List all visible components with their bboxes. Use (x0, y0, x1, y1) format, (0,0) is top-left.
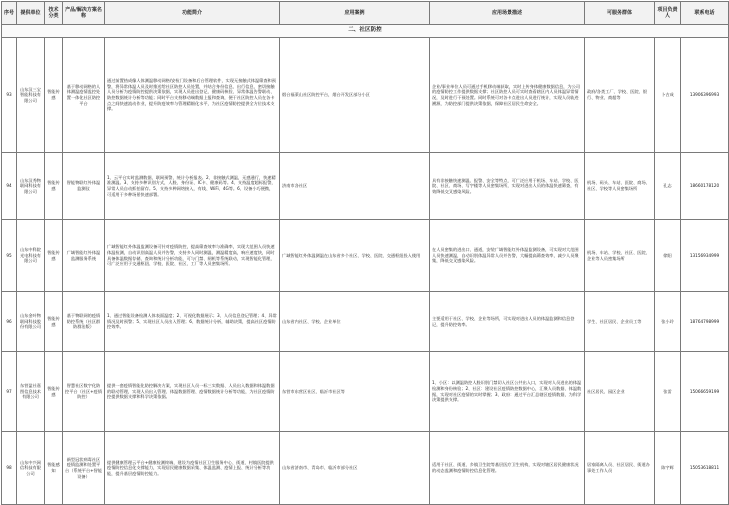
cell-tech: 智能传感 (45, 220, 63, 292)
table-row (2, 352, 729, 432)
cell-function: 1、通过智能设备检测人体表面温度；2、可视化数据展示；3、人员信息登记管理；4、异常情况及时预警；5、实现社区人员出入管理；6、数据统计分析，辅助决策，提高社区疫情防控效率。 (105, 292, 280, 352)
cell-phone: 18764798999 (681, 292, 729, 352)
cell-scenario: 企业/事业单位人员可通过手机移动端获取，实时上传身体健康数据信息，为公司的疫情防控工作提供数据支撑；社区防控人员可实时查看辖区内人员体温异常情况，及时进行干预处置。同时系统可对各卡点进出人员进行统计，实现人员轨迹溯源，为防控部门提供决策依据，保障社区居民生命安全。 (430, 38, 585, 153)
products-table (1, 1, 729, 505)
cell-owner: 张小玲 (655, 292, 681, 352)
cell-provider: 山东汉三宝智能科技有限公司 (17, 38, 45, 153)
table-row (2, 153, 729, 220)
header-tech: 技术分类 (45, 2, 63, 25)
header-seq: 序号 (2, 2, 17, 25)
cell-seq: 94 (2, 153, 17, 220)
cell-case: 山东省济南市、青岛市、临沂市部分社区 (280, 432, 430, 505)
cell-provider: 东营盈社嘉图信息技术有限公司 (17, 352, 45, 432)
cell-product: 基于物联网的疫情防控系统（社区群防群治版） (63, 292, 105, 352)
cell-scenario: 具有非接触快速测温、报警、安全等特点，可广泛应用于机场、车站、学校、医院、社区、商场、写字楼等人员密集场所，实现对进出人员的体温快速筛查，有效降低交叉感染风险。 (430, 153, 585, 220)
cell-case: 济南市各社区 (280, 153, 430, 220)
header-row (2, 2, 729, 25)
cell-product: 新型冠状病毒社区疫情监测和处置平台（系统平台+智能设备） (63, 432, 105, 505)
cell-case: 山东省内社区、学校、企业单位 (280, 292, 430, 352)
cell-scenario: 适用于社区、街道、乡镇卫生院等基层医疗卫生机构，实现对辖区居民健康状况的动态监测和疫情防控信息化管理。 (430, 432, 585, 505)
cell-tech: 智能传感 (45, 292, 63, 352)
cell-product: 智慧社区数字化防控平台（社区+疫情防控） (63, 352, 105, 432)
cell-seq: 93 (2, 38, 17, 153)
cell-owner: 卜吉成 (655, 38, 681, 153)
cell-function: 1、云平台实时监测数据，联网预警，统计分析报表。2、非接触式测温，无感通行，快速精准测温。3、支持多种识别方式，人脸、身份证、IC卡、健康码等。4、支持温度超标报警，异常人员自动抓拍留存。5、支持多种网络接入，有线、WiFi、4G等。6、设备小巧便携，可适用于多种场景快速部署。 (105, 153, 280, 220)
header-owner: 项目负责人 (655, 2, 681, 25)
cell-function: 通过前置热成像人体测温移动网格/安检门设备和后台管理软件，实现无接触式体温筛查和预警，将异常体温人员及时推送给社区防控人员处置，并结合身份信息、出行信息、密切接触人员分析为疫情防控提供决策依据，实现人员进出登记、健康码核验、异常体温告警联动、防控数据统计分析等功能；同时平台支持移动端数据上报和查询，便于社区防控人员在各卡点之间快速流动作业，提升防疫效率与管理精细化水平，为社区疫情防控提供全方位技术支撑。 (105, 38, 280, 153)
cell-phone: 13906396993 (681, 38, 729, 153)
cell-seq: 96 (2, 292, 17, 352)
cell-tech: 智能传感 (45, 38, 63, 153)
header-provider: 提供单位 (17, 2, 45, 25)
cell-group: 学生、社区居民、企业员工等 (585, 292, 655, 352)
cell-group: 社区居民、园区企业 (585, 352, 655, 432)
cell-seq: 95 (2, 220, 17, 292)
cell-product: 广域智能红外体温监测服务系统 (63, 220, 105, 292)
table-row (2, 38, 729, 153)
table-row (2, 220, 729, 292)
cell-phone: 18660178120 (681, 153, 729, 220)
cell-owner: 张雷 (655, 352, 681, 432)
cell-tech: 智能感知 (45, 432, 63, 505)
cell-scenario: 主要适用于社区、学校、企业等场所，可实现对进出人员的体温监测和信息登记，提升防控效率。 (430, 292, 585, 352)
cell-case: 广域智能红外体温测温在山东省多个社区、学校、医院、交通枢纽投入使用 (280, 220, 430, 292)
cell-product: 基于移动网格的人体测温疫情监控处置一体化社区防控平台 (63, 38, 105, 153)
cell-seq: 97 (2, 352, 17, 432)
cell-phone: 13156934999 (681, 220, 729, 292)
cell-phone: 15066659199 (681, 352, 729, 432)
cell-group: 居家隔离人员、社区居民、街道办事处工作人员 (585, 432, 655, 505)
cell-tech: 智能传感 (45, 352, 63, 432)
cell-provider: 山东中科院光电科技有限公司 (17, 220, 45, 292)
cell-owner: 徐阳 (655, 220, 681, 292)
cell-seq: 98 (2, 432, 17, 505)
cell-phone: 15053618811 (681, 432, 729, 505)
cell-provider: 山东中兴网信科技有限公司 (17, 432, 45, 505)
header-product: 产品/解决方案名称 (63, 2, 105, 25)
cell-function: 提供一套疫情智能化防控解决方案，实现社区人员一标三实数据、人员出入数据和体温数据的联动管理，实现人员出入管理、体温数据管理、疫情数据统计分析等功能，为社区疫情防控提供数据支撑和科学决策依据。 (105, 352, 280, 432)
cell-group: 机场、码头、车站、医院、商场、社区、学校等人员密集场所 (585, 153, 655, 220)
cell-function: 提供健康管理云平台+健康检测终端，建设为疫情社区卫生服务中心、街道、村镇医院提供疫情防控信息化支撑能力，实现居民健康数据采集、体温监测、疫情上报、统计分析等功能，提升基层疫情防控能力。 (105, 432, 280, 505)
cell-owner: 陈宇辉 (655, 432, 681, 505)
cell-tech: 智能传感 (45, 153, 63, 220)
section-row (2, 25, 729, 38)
cell-scenario: 在人员密集的进出口、通道，安装广域智能红外体温监测设备，可实现对大范围人员快速测温，自动识别体温异常人员并告警，大幅提高筛查效率，减少人员聚集，降低交叉感染风险。 (430, 220, 585, 292)
section-title: 二、社区防控 (2, 25, 729, 38)
cell-case: 烟台福莱山社区防控平台，烟台开发区部分小区 (280, 38, 430, 153)
cell-product: 智能物联红外体温监测仪 (63, 153, 105, 220)
header-group: 可服务群体 (585, 2, 655, 25)
cell-provider: 山东汉秀物联网科技有限公司 (17, 153, 45, 220)
cell-owner: 孔志 (655, 153, 681, 220)
header-case: 应用案例 (280, 2, 430, 25)
cell-provider: 山东金叶物联网科技股份有限公司 (17, 292, 45, 352)
cell-case: 东营市东营区社区、临沂市社区等 (280, 352, 430, 432)
header-phone: 联系电话 (681, 2, 729, 25)
cell-group: 政府/各类工厂、学校、医院、银行、物业、商超等 (585, 38, 655, 153)
header-scenario: 应用场景描述 (430, 2, 585, 25)
header-function: 功能简介 (105, 2, 280, 25)
table-row (2, 432, 729, 505)
cell-scenario: 1、小区：以测温防控人脸识别门禁切入社区公共出入口，实现对人员进出的体温检测和身份核验；2、社区：建设社区疫情防控数据中心，汇聚人员数据、体温数据，实现对社区疫情的实时掌握；3、政府：通过平台汇总辖区疫情数据，为科学决策提供支撑。 (430, 352, 585, 432)
table-row (2, 292, 729, 352)
cell-group: 机场、车站、学校、社区、医院、企业等人员密集场所 (585, 220, 655, 292)
cell-function: 广域智能红外体温监测设备可针对疫情防控，提高筛查效率与准确率，实现大范围人员快速体温检测，自动识别高温人员并告警，支持多人同时测温，测温精度高，响应速度快，同时具备体温数据存储、查询和统计分析功能，可与门禁、闸机等系统联动，实现智能化管理，可广泛应用于交通枢纽、学校、医院、社区、工厂等人员密集场所。 (105, 220, 280, 292)
